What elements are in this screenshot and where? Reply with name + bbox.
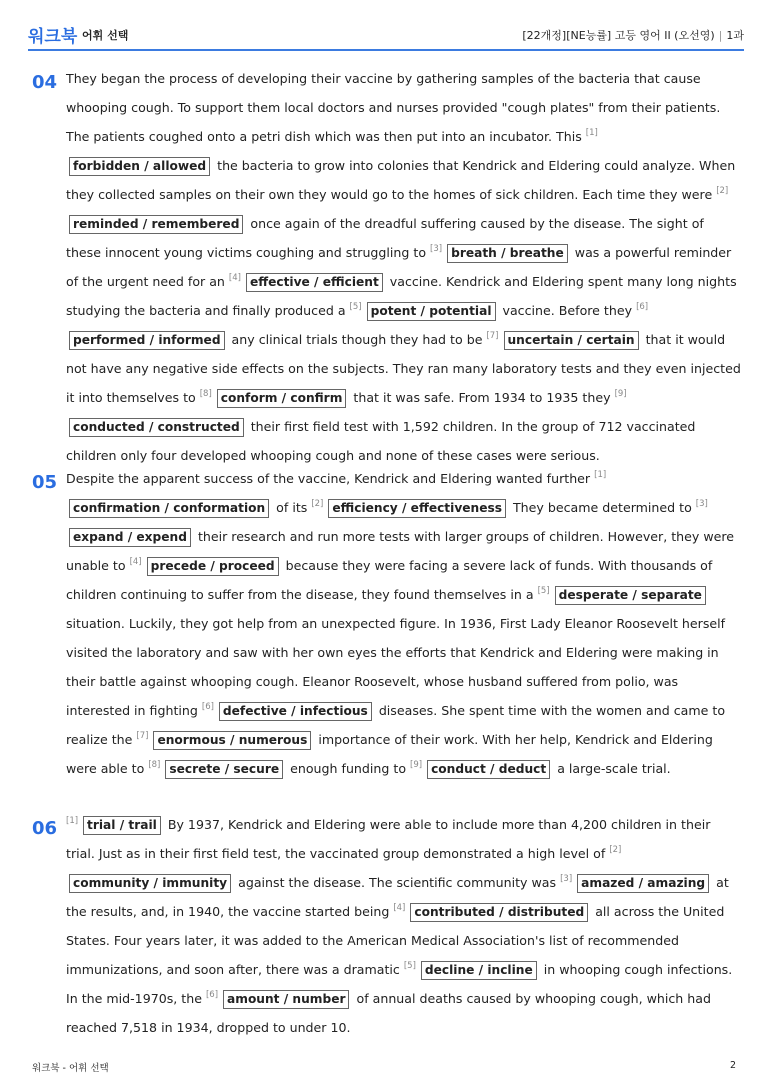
vocab-choice-box[interactable]: precede / proceed bbox=[147, 557, 279, 576]
passage-text: By 1937, Kendrick and Eldering were able to include more than 4,200 children in their trial. Just as in their first field test, the vaccinated group demonstrated a high level of bbox=[66, 817, 711, 861]
passage-text: any clinical trials though they had to be bbox=[227, 332, 487, 347]
blank-number: [6] bbox=[205, 990, 219, 1000]
passage-text: vaccine. Kendrick and Eldering spent many long nights studying the bacteria and finally produced a bbox=[66, 274, 737, 318]
vocab-choice-box[interactable]: contributed / distributed bbox=[410, 903, 588, 922]
passage-text: enough funding to bbox=[286, 761, 411, 776]
header-separator: | bbox=[718, 29, 723, 42]
vocab-choice-box[interactable]: efficiency / effectiveness bbox=[328, 499, 506, 518]
section-number: 05 bbox=[32, 472, 58, 493]
passage-text: of its bbox=[272, 500, 312, 515]
vocab-choice-box[interactable]: uncertain / certain bbox=[504, 331, 639, 350]
passage-text: against the disease. The scientific community was bbox=[234, 875, 561, 890]
vocab-choice-box[interactable]: defective / infectious bbox=[219, 702, 372, 721]
passage-text: They became determined to bbox=[508, 500, 696, 515]
vocab-choice-box[interactable]: conform / confirm bbox=[217, 389, 347, 408]
passage-text: once again of the dreadful suffering caused by the disease. The sight of these innocent young victims coughing and struggling to bbox=[66, 216, 704, 260]
vocab-choice-box[interactable]: effective / efficient bbox=[246, 273, 383, 292]
passage-text: situation. Luckily, they got help from an unexpected figure. In 1936, First Lady Eleanor Roosevelt herself visited the laboratory and saw with her own eyes the efforts that Kendrick and Eldering were making in their battle against whooping cough. Eleanor Roosevelt, whose husband suffered from polio, was interested in fighting bbox=[66, 616, 726, 718]
blank-number: [1] bbox=[585, 128, 598, 138]
passage-text: a large-scale trial. bbox=[553, 761, 671, 776]
passage-text: importance of their work. With her help, Kendrick and Eldering were able to bbox=[66, 732, 713, 776]
passage-text: They began the process of developing their vaccine by gathering samples of the bacteria that cause whooping cough. To support them local doctors and nurses provided "cough plates" from their patients. The patients coughed onto a petri dish which was then put into an incubator. This bbox=[66, 71, 721, 144]
passage-text: Despite the apparent success of the vaccine, Kendrick and Eldering wanted further bbox=[66, 471, 595, 486]
section-number: 06 bbox=[32, 818, 58, 839]
vocab-choice-box[interactable]: community / immunity bbox=[69, 874, 231, 893]
blank-number: [5] bbox=[537, 586, 550, 596]
blank-number: [2] bbox=[609, 845, 622, 855]
vocab-choice-box[interactable]: reminded / remembered bbox=[69, 215, 243, 234]
section-paragraph bbox=[66, 810, 742, 1042]
passage-text: in whooping cough infections. In the mid-1970s, the bbox=[66, 962, 733, 1006]
blank-number: [6] bbox=[201, 702, 214, 712]
section-paragraph bbox=[66, 464, 742, 783]
footer-label: 워크북 - 어휘 선택 bbox=[32, 1063, 109, 1074]
passage-text: that it would not have any negative side effects on the subjects. They ran many laboratory tests and they even injected it into themselves to bbox=[66, 332, 741, 405]
vocab-choice-box[interactable]: amazed / amazing bbox=[577, 874, 709, 893]
blank-number: [8] bbox=[199, 389, 212, 399]
vocab-choice-box[interactable]: conduct / deduct bbox=[427, 760, 550, 779]
passage-text: their first field test with 1,592 children. In the group of 712 vaccinated children only four developed whooping cough and none of these cases were serious. bbox=[66, 419, 696, 463]
passage-text: their research and run more tests with larger groups of children. However, they were unable to bbox=[66, 529, 735, 573]
page-header bbox=[28, 0, 744, 51]
blank-number: [6] bbox=[636, 302, 649, 312]
vocab-choice-box[interactable]: expand / expend bbox=[69, 528, 191, 547]
vocab-choice-box[interactable]: decline / incline bbox=[421, 961, 537, 980]
blank-number: [4] bbox=[129, 557, 142, 567]
blank-number: [9] bbox=[410, 760, 423, 770]
passage-text: vaccine. Before they bbox=[498, 303, 637, 318]
vocab-choice-box[interactable]: conducted / constructed bbox=[69, 418, 244, 437]
textbook-title: [22개정][NE능률] 고등 영어 II (오선영) bbox=[522, 29, 715, 42]
passage-text: was a powerful reminder of the urgent need for an bbox=[66, 245, 732, 289]
blank-number: [9] bbox=[614, 389, 627, 399]
vocab-choice-box[interactable]: potent / potential bbox=[367, 302, 496, 321]
vocab-choice-box[interactable]: trial / trail bbox=[83, 816, 161, 835]
passage-text: that it was safe. From 1934 to 1935 they bbox=[349, 390, 615, 405]
vocab-choice-box[interactable]: confirmation / conformation bbox=[69, 499, 269, 518]
passage-text: diseases. She spent time with the women and came to realize the bbox=[66, 703, 726, 747]
vocab-choice-box[interactable]: forbidden / allowed bbox=[69, 157, 210, 176]
blank-number: [3] bbox=[695, 499, 708, 509]
blank-number: [1] bbox=[66, 816, 79, 826]
passage-text: the bacteria to grow into colonies that Kendrick and Eldering could analyze. When they collected samples on their own they would go to the homes of sick children. Each time they were bbox=[66, 158, 736, 202]
blank-number: [3] bbox=[560, 874, 573, 884]
blank-number: [5] bbox=[403, 961, 416, 971]
passage-text: all across the United States. Four years later, it was added to the American Medical Association's list of recommended immunizations, and soon after, there was a dramatic bbox=[66, 904, 725, 977]
vocab-choice-box[interactable]: performed / informed bbox=[69, 331, 225, 350]
vocab-choice-box[interactable]: desperate / separate bbox=[555, 586, 706, 605]
section-paragraph bbox=[66, 64, 742, 470]
section-number: 04 bbox=[32, 72, 58, 93]
blank-number: [7] bbox=[136, 731, 149, 741]
blank-number: [1] bbox=[594, 470, 607, 480]
page-number: 2 bbox=[729, 1060, 736, 1071]
passage-text: of annual deaths caused by whooping cough, which had reached 7,518 in 1934, dropped to under 10. bbox=[66, 991, 711, 1035]
brand-logo: 워크북 bbox=[28, 27, 78, 47]
passage-text: at the results, and, in 1940, the vaccine started being bbox=[66, 875, 729, 919]
vocab-choice-box[interactable]: enormous / numerous bbox=[153, 731, 311, 750]
vocab-choice-box[interactable]: breath / breathe bbox=[447, 244, 568, 263]
blank-number: [4] bbox=[393, 903, 406, 913]
blank-number: [8] bbox=[148, 760, 161, 770]
blank-number: [2] bbox=[716, 186, 729, 196]
vocab-choice-box[interactable]: secrete / secure bbox=[165, 760, 283, 779]
page-subtitle: 어휘 선택 bbox=[82, 29, 129, 42]
passage-text: because they were facing a severe lack of funds. With thousands of children continuing to suffer from the disease, they found themselves in a bbox=[66, 558, 713, 602]
vocab-choice-box[interactable]: amount / number bbox=[223, 990, 349, 1009]
blank-number: [5] bbox=[349, 302, 362, 312]
header-meta bbox=[522, 27, 744, 43]
blank-number: [7] bbox=[486, 331, 499, 341]
blank-number: [2] bbox=[311, 499, 324, 509]
blank-number: [3] bbox=[430, 244, 443, 254]
blank-number: [4] bbox=[228, 273, 241, 283]
lesson-label: 1과 bbox=[726, 29, 744, 42]
